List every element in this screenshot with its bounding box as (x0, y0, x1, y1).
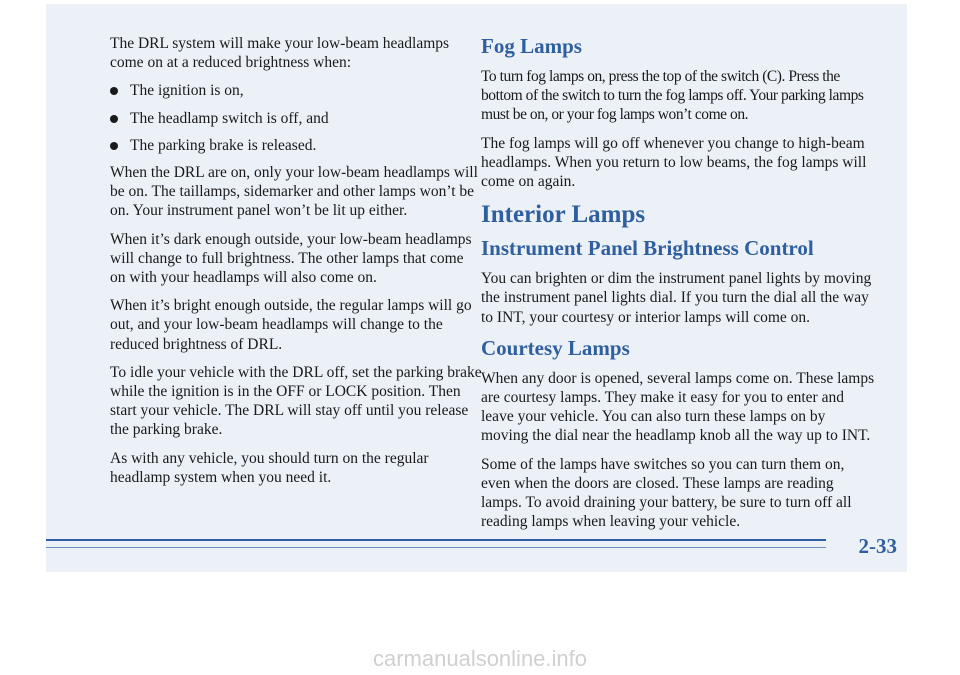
page-number: 2-33 (858, 534, 897, 558)
footer-rule (46, 539, 826, 541)
bullet-icon (110, 87, 118, 95)
manual-page (46, 4, 907, 572)
drl-intro-paragraph: The DRL system will make your low-beam headlamps come on at a reduced brightness when: (110, 35, 450, 72)
instrument-panel-brightness-heading: Instrument Panel Brightness Control (481, 236, 814, 261)
right-column (481, 34, 876, 540)
footer-rule-thin (46, 547, 826, 548)
left-column (110, 34, 482, 496)
list-item: The ignition is on, (110, 81, 482, 100)
courtesy-lamps-paragraph-1: When any door is opened, several lamps come on. These lamps are courtesy lamps. They make it easy for you to enter and leave your vehicle. You can also turn these lamps on by moving the dial near the headlamp knob all the way up to INT. (481, 369, 875, 445)
list-item: The parking brake is released. (110, 136, 482, 155)
drl-on-paragraph: When the DRL are on, only your low-beam headlamps will be on. The taillamps, sidemarker and other lamps won’t be on. Your instrument panel won’t be lit up either. (110, 164, 478, 220)
courtesy-lamps-heading: Courtesy Lamps (481, 335, 630, 360)
instrument-panel-paragraph: You can brighten or dim the instrument panel lights by moving the instrument panel lights dial. If you turn the dial all the way to INT, your courtesy or interior lamps will come on. (481, 270, 872, 326)
fog-lamps-paragraph-2: The fog lamps will go off whenever you change to high-beam headlamps. When you return to low beams, the fog lamps will come on again. (481, 134, 867, 191)
regular-headlamp-paragraph: As with any vehicle, you should turn on the regular headlamp system when you need it. (110, 449, 429, 486)
watermark: carmanualsonline.info (372, 646, 588, 671)
list-item: The headlamp switch is off, and (110, 109, 482, 128)
interior-lamps-heading: Interior Lamps (481, 201, 646, 229)
bullet-icon (110, 142, 118, 150)
bright-outside-paragraph: When it’s bright enough outside, the regular lamps will go out, and your low-beam headlamps will change to the reduced brightness of DRL. (110, 297, 472, 353)
idle-vehicle-paragraph: To idle your vehicle with the DRL off, set the parking brake while the ignition is in the OFF or LOCK position. Then start your vehicle. The DRL will stay off until you release the parking brake. (110, 363, 482, 439)
bullet-icon (110, 115, 118, 123)
dark-outside-paragraph: When it’s dark enough outside, your low-beam headlamps will change to full brightness. The other lamps that come on with your headlamps will also come on. (110, 230, 472, 287)
fog-lamps-heading: Fog Lamps (481, 34, 582, 58)
courtesy-lamps-paragraph-2: Some of the lamps have switches so you can turn them on, even when the doors are closed. These lamps are reading lamps. To avoid draining your battery, be sure to turn off all reading lamps when leaving your vehicle. (481, 455, 852, 531)
fog-lamps-paragraph-1: To turn fog lamps on, press the top of the switch (C). Press the bottom of the switch to turn the fog lamps off. Your parking lamps must be on, or your fog lamps won’t come on. (481, 68, 864, 124)
drl-conditions-list (110, 81, 482, 155)
